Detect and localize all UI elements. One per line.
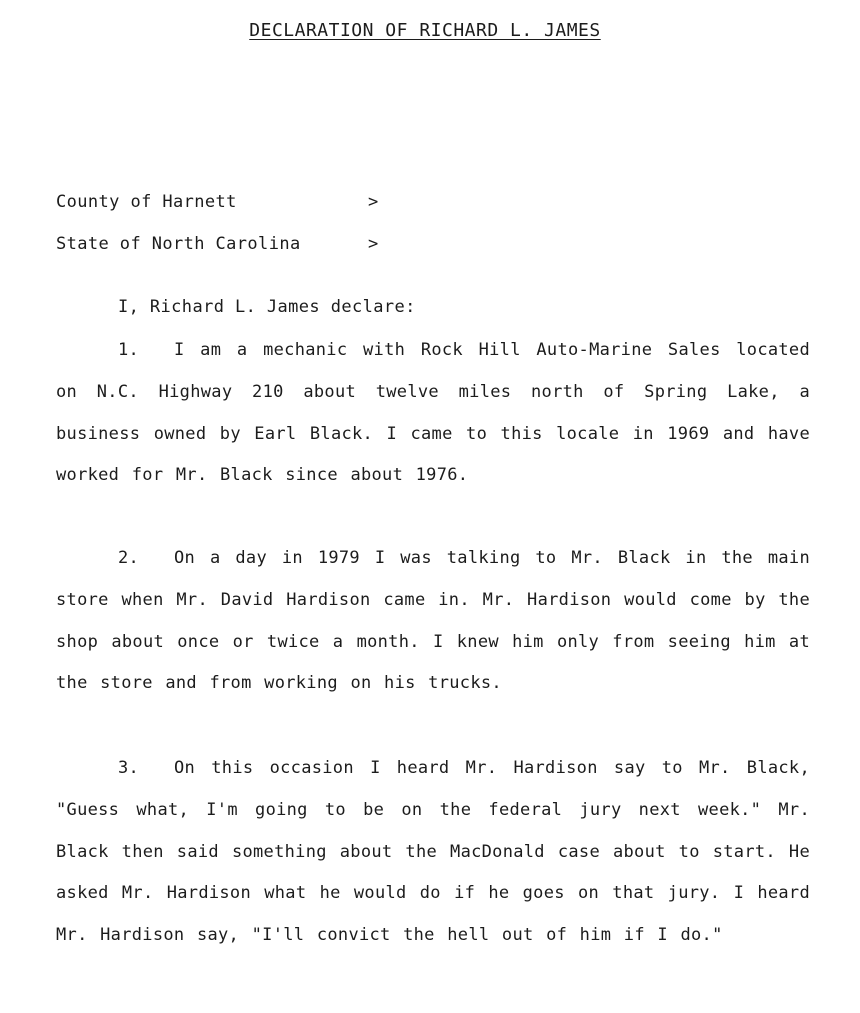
venue-county-label: County of Harnett (56, 192, 237, 212)
paragraph-2-number: 2. (118, 548, 140, 568)
paragraph-2-text: On a day in 1979 I was talking to Mr. Black in the main store when Mr. David Hardison came in. Mr. Hardison would come by the shop about once or twice a month. I knew him only from seeing him at the store and from working on his trucks. (56, 548, 810, 694)
paragraph-2 (56, 538, 810, 705)
venue-state-mark: > (368, 234, 379, 254)
paragraph-1-number: 1. (118, 340, 140, 360)
venue-county-mark: > (368, 192, 379, 212)
document-title: DECLARATION OF RICHARD L. JAMES (249, 20, 601, 41)
paragraph-3-number: 3. (118, 758, 140, 778)
venue-state-label: State of North Carolina (56, 234, 301, 254)
paragraph-1-text: I am a mechanic with Rock Hill Auto-Marine Sales located on N.C. Highway 210 about twelve miles north of Spring Lake, a business owned by Earl Black. I came to this locale in 1969 and have worked for Mr. Black since about 1976. (56, 340, 810, 486)
paragraph-3 (56, 748, 810, 957)
venue-state-line (56, 234, 379, 254)
paragraph-1 (56, 330, 810, 497)
venue-county-line (56, 192, 379, 212)
declaration-opening: I, Richard L. James declare: (118, 297, 416, 317)
paragraph-3-text: On this occasion I heard Mr. Hardison say to Mr. Black, "Guess what, I'm going to be on the federal jury next week." Mr. Black then said something about the MacDonald case about to start. He asked Mr. Hardison what he would do if he goes on that jury. I heard Mr. Hardison say, "I'll convict the hell out of him if I do." (56, 758, 810, 946)
